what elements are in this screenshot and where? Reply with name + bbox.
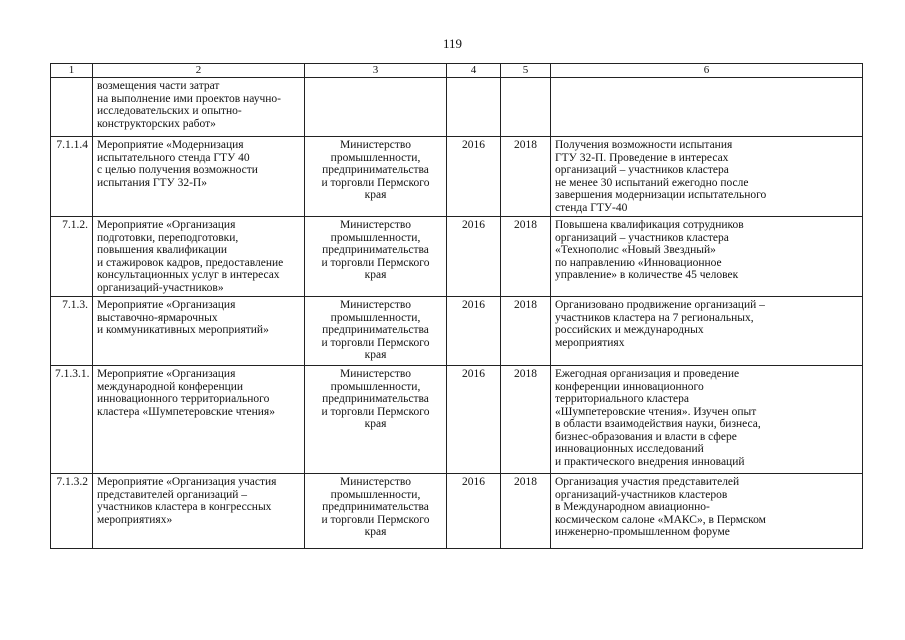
start-year: 2016	[447, 217, 501, 297]
expected-result: Ежегодная организация и проведение конференции инновационного территориального кластера «Шумпетеровские чтения». Изучен опыт в области взаимодействия науки, бизнеса, бизнес-образования и власти в сфере инновационных исследований и практического внедрения инноваций	[555, 368, 761, 468]
column-header-2: 2	[93, 64, 305, 78]
measure-name: возмещения части затрат на выполнение ими проектов научно- исследовательских и опытно- конструкторских работ»	[97, 80, 281, 130]
measure-name: Мероприятие «Организация международной конференции инновационного территориального кластера «Шумпетеровские чтения»	[97, 368, 275, 418]
table-header-row	[51, 64, 863, 78]
page-number: 119	[442, 36, 463, 51]
executor: Министерство промышленности, предпринимательства и торговли Пермского края	[321, 139, 430, 201]
table-row	[51, 366, 863, 474]
expected-result: Получения возможности испытания ГТУ 32-П. Проведение в интересах организаций – участников кластера не менее 30 испытаний ежегодно после завершения модернизации испытательного стенда ГТУ-40	[555, 139, 767, 214]
column-header-3: 3	[305, 64, 447, 78]
table-row	[51, 474, 863, 549]
column-header-4: 4	[447, 64, 501, 78]
end-year: 2018	[501, 297, 551, 366]
executor: Министерство промышленности, предпринимательства и торговли Пермского края	[321, 219, 430, 281]
row-number: 7.1.3.	[51, 297, 93, 366]
expected-result: Организовано продвижение организаций – участников кластера на 7 региональных, российских и международных мероприятиях	[555, 299, 765, 349]
start-year: 2016	[447, 137, 501, 217]
measure-name: Мероприятие «Организация выставочно-ярмарочных и коммуникативных мероприятий»	[97, 299, 269, 336]
row-number: 7.1.2.	[51, 217, 93, 297]
executor: Министерство промышленности, предпринимательства и торговли Пермского края	[321, 476, 430, 538]
end-year	[501, 78, 551, 137]
measure-name: Мероприятие «Модернизация испытательного стенда ГТУ 40 с целью получения возможности испытания ГТУ 32-П»	[97, 139, 258, 189]
table-row	[51, 217, 863, 297]
end-year: 2018	[501, 217, 551, 297]
executor: Министерство промышленности, предпринимательства и торговли Пермского края	[321, 368, 430, 430]
row-number	[51, 78, 93, 137]
row-number: 7.1.3.2	[51, 474, 93, 549]
end-year: 2018	[501, 366, 551, 474]
table-row	[51, 137, 863, 217]
start-year	[447, 78, 501, 137]
start-year: 2016	[447, 366, 501, 474]
start-year: 2016	[447, 474, 501, 549]
expected-result: Повышена квалификация сотрудников организаций – участников кластера «Технополис «Новый Звездный» по направлению «Инновационное управление» в количестве 45 человек	[555, 219, 744, 281]
start-year: 2016	[447, 297, 501, 366]
measure-name: Мероприятие «Организация участия представителей организаций – участников кластера в конгрессных мероприятиях»	[97, 476, 277, 526]
expected-result: Организация участия представителей организаций-участников кластеров в Международном авиационно- космическом салоне «МАКС», в Пермском инженерно-промышленном форуме	[555, 476, 766, 538]
measure-name: Мероприятие «Организация подготовки, переподготовки, повышения квалификации и стажировок кадров, предоставление консультационных услуг в интересах организаций-участников»	[97, 219, 284, 294]
measures-table	[50, 63, 863, 549]
column-header-6: 6	[551, 64, 863, 78]
column-header-5: 5	[501, 64, 551, 78]
row-number: 7.1.3.1.	[51, 366, 93, 474]
table-row	[51, 297, 863, 366]
row-number: 7.1.1.4	[51, 137, 93, 217]
end-year: 2018	[501, 137, 551, 217]
table-row	[51, 78, 863, 137]
column-header-1: 1	[51, 64, 93, 78]
executor: Министерство промышленности, предпринимательства и торговли Пермского края	[321, 299, 430, 361]
end-year: 2018	[501, 474, 551, 549]
